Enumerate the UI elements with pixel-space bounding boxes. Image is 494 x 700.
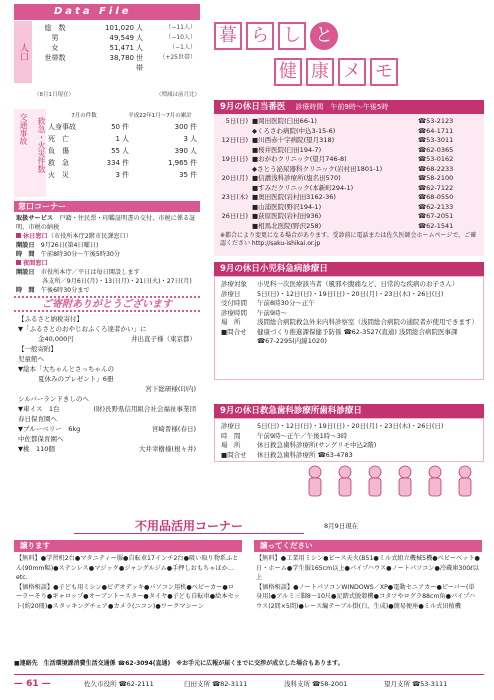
table-row: ■山浦医院(野沢194-1) ☎62-2133: [252, 202, 454, 211]
table-row: ◆くろさわ病院(中込3-15-6) ☎64-1711: [252, 126, 454, 135]
office-phone: 浅科支所 ☎58-2001: [284, 680, 348, 689]
list-item: ▼車イス 1台 (財)長野県信用組合社会福祉事業団: [18, 405, 196, 413]
title-char: し: [278, 22, 306, 50]
list-item: ▼ブルーベリー 6kg 宮崎晋様(春日): [18, 425, 196, 433]
want-title: 譲ってください: [254, 540, 482, 552]
holiday-window-heading: 休日窓口（市役所本庁2階市民課窓口）: [16, 232, 198, 241]
title-char: と: [310, 22, 338, 50]
table-row: ■桜井医院(臼田194-7) ☎62-0365: [252, 145, 454, 154]
list-item: 金40,000円 井出直子様（東京都）: [38, 335, 196, 343]
kurashi-kenkou-memo-title: [214, 22, 484, 98]
dental-title: 9月の休日救急歯科診療所歯科診療日: [214, 404, 484, 418]
title-char: メ: [338, 58, 366, 86]
table-row: 場 所 休日救急歯科診療所(サングリモ中込2階): [221, 441, 377, 449]
donations-title: ご寄附ありがとうございます: [14, 296, 200, 312]
table-row: 救 急 334 件 1,965 件: [48, 159, 197, 167]
donations-panel: [14, 296, 200, 508]
fuyou-section: [14, 518, 484, 670]
table-row: 19日(日) ■おがわクリニック(望月746-8) ☎53-0162: [221, 155, 454, 163]
footer: [14, 674, 484, 694]
list-item: ▼桃 110個 大井幸樹様(根々井): [18, 445, 196, 453]
table-row: 場 所 浅間総合病院救急外来内科診察室（浅間総合病院の通院者が使用できます）: [221, 318, 478, 326]
population-note: （8月1日現在） （増減は前月比）: [34, 92, 200, 98]
list-item: 中佐都保育園へ: [18, 435, 64, 443]
fuyou-title: 不用品活用コーナー: [74, 518, 304, 534]
table-row: 人身事故 50 件 300 件: [48, 123, 197, 131]
holiday-time: 時 間 午前8時30分〜午後5時30分: [16, 251, 121, 258]
table-row: 女 51,471 人 （−1人）: [51, 44, 196, 52]
table-row: 総 数 101,020 人 （−11人）: [44, 24, 196, 32]
list-item: 春日保育園へ: [18, 415, 57, 423]
night-time: 時 間 午後6時30分まで: [16, 287, 90, 294]
list-item: 夏休みのプレゼント」6冊: [38, 375, 114, 383]
general-heading: 【一般寄附】: [18, 345, 57, 353]
office-phone: 佐久市役所 ☎62-2111: [84, 680, 154, 689]
data-file-panel: [14, 4, 200, 109]
table-row: 診療対象 小児科一次医療該当者（風邪や腹痛など、日常的な疾病のお子さん）: [221, 280, 459, 288]
title-char: 康: [306, 58, 334, 86]
give-column: [14, 540, 242, 670]
table-row: 世帯数 38,780 世帯 （+25世帯）: [44, 54, 196, 72]
title-char: ら: [246, 22, 274, 50]
holiday-open-day: 開設日 9月26日(第4日曜日): [16, 242, 99, 249]
window-corner-title: 窓口コーナー: [14, 201, 200, 212]
office-phone: 望月支所 ☎53-3111: [384, 680, 448, 689]
table-row: ■すみだクリニック(本新町294-1) ☎62-7122: [252, 183, 454, 192]
table-row: 5日(日) ■岡田医院(臼田66-1) ☎53-2123: [225, 117, 454, 125]
table-row: 負 傷 55 人 390 人: [48, 147, 197, 155]
population-label: 人口: [14, 21, 32, 83]
table-row: ■問合せ 健康づくり推進課保健予防係 ☎62-3527(直通) 浅間総合病院医事課 ☎67-2295(内線1020): [221, 327, 458, 345]
emergency-label: 救急・火災件数: [32, 109, 46, 197]
traffic-panel: [14, 109, 200, 197]
holiday-doctor-section: [214, 100, 484, 256]
holiday-doctor-title: 9月の休日当番医 診療時間 午前9時〜午後5時: [214, 100, 484, 114]
traffic-table: 7月の件数 平成22年1月〜7月の累計 人身事故 50 件 300 件 死 亡 1 人 3 人 負 傷 55 人 390 人 救 急 334 件 1,965 件 火 災 3 件 35 件: [48, 111, 200, 181]
title-char: 健: [274, 58, 302, 86]
table-row: ■相馬北医院(野沢258) ☎62-1541: [252, 221, 454, 230]
table-row: 診療時間 午前9時〜: [221, 308, 288, 317]
table-row: 診療日 5日(日)・12日(日)・19日(日)・20日(月)・23日(木)・26日(日): [221, 289, 444, 298]
table-row: 時 間 午前9時〜正午／午後1時〜3時: [221, 431, 348, 440]
service-line: 取扱サービス 戸籍・住民票・印鑑証明書の交付、市税に係る証明、市税の納税: [16, 215, 196, 231]
give-body: 【無料】●学習机2台●マタニティー服●自転車17インチ2台●吸い取り物系ふとん(90mm幅)●ステンレス●マジック●ジャングルジム●手押しおもちゃほか…etc. 【価格相談】●子ども用ミシン●ビデオデッキ●パソコン用机●ベビーカー●ローラーそり●ギャロップ●オーブントースター●タイヤ●子ども自転車●絵本セット(約20冊)●スタッキングチェア●カメラ(ニコン)●ワークマシーン: [16, 555, 240, 610]
list-item: ▼絵本「大ちゃんとさっちゃんの: [18, 365, 114, 373]
night-window-heading: 夜間窓口: [16, 259, 198, 268]
table-row: 23日(木) ■奥田医院(岩村田3162-36) ☎68-0550: [221, 193, 454, 201]
title-char: 暮: [214, 22, 242, 50]
people-illustration: [300, 460, 480, 510]
list-item: 宮下総研様(印内): [145, 385, 196, 393]
table-row: 受付時間 午前8時30分〜正午: [221, 299, 315, 307]
office-phone: 臼田支所 ☎82-3111: [184, 680, 248, 689]
data-file-title: Data File: [14, 4, 200, 20]
give-title: 譲ります: [14, 540, 242, 552]
traffic-label: 交通事故: [14, 109, 32, 197]
table-row: ◆さとう泌尿器科クリニック(岩村田1801-1) ☎68-2233: [252, 164, 454, 173]
table-row: 12日(日) ■川西赤十字病院(望月318) ☎53-3011: [221, 136, 454, 144]
table-row: 診療日 5日(日)・12日(日)・19日(日)・20日(月)・23日(木)・26日(日): [221, 422, 444, 430]
dental-section: [214, 404, 484, 462]
table-row: 火 災 3 件 35 件: [48, 171, 197, 179]
list-item: シルバーランドきしのへ: [18, 395, 89, 403]
table-row: 26日(日) ■荻原医院(岩村田936) ☎67-2051: [221, 212, 454, 220]
table-row: 死 亡 1 人 3 人: [48, 135, 197, 143]
night-branch: 各支所／9月6日(月)・13日(月)・21日(火)・27日(月): [42, 278, 192, 285]
page-number: — 61 —: [14, 678, 51, 689]
pediatric-section: [214, 262, 484, 380]
table-row: 20日(月) ■信濃浅科診療所(塩名田570) ☎58-2100: [221, 174, 454, 182]
fuyou-contact: ■連絡先 生活環境課消費生活交通係 ☎62-3094(直通) ※お手元に広報が届くまでに交渉が成立した場合もあります。: [14, 660, 344, 667]
title-char: モ: [370, 58, 398, 86]
want-column: [254, 540, 482, 670]
list-item: 児童館へ: [18, 355, 44, 363]
furusato-heading: 【ふるさと納税寄付】: [18, 315, 83, 323]
window-corner-panel: [14, 201, 200, 294]
list-item: ▼「ふるさとのおやじおふくろ達者かい」に: [18, 325, 147, 333]
population-table: [34, 23, 200, 72]
table-row: ■問合せ 休日救急歯科診療所 ☎63-4783: [221, 450, 353, 459]
holiday-doctor-note: ※都合により変更になる場合があります。受診前に電話または佐久医師会ホームページで、ご確認ください http://saku-ishikai.or.jp: [220, 232, 477, 247]
night-open-day: 開設日 市役所本庁／平日は毎日開設します: [16, 269, 140, 276]
table-row: 男 49,549 人 （−10人）: [51, 34, 196, 42]
pediatric-title: 9月の休日小児科急病診療日: [214, 262, 484, 276]
want-body: 【無料】●工業用ミシン●ビース天火(B51●ミル式組立機械5機●ベビーベット●日・ホーム●学生服165cm以上●パイプハウス●ノートパソコン●冷蔵庫300ℓ以上 【価格相談】●ノートパソコンWINDOWS／XP●電動セニアカー●ピーパー(単身用)●アルミ三脚8〜10尺●足踏式脱穀機●コタツやログラ88cm角●パイプハウス(2間×5間)●レース編テーブル掛(白、生成)●簡易便座●ミル式田植機: [256, 555, 480, 610]
fuyou-date: 8月9日現在: [324, 522, 359, 530]
